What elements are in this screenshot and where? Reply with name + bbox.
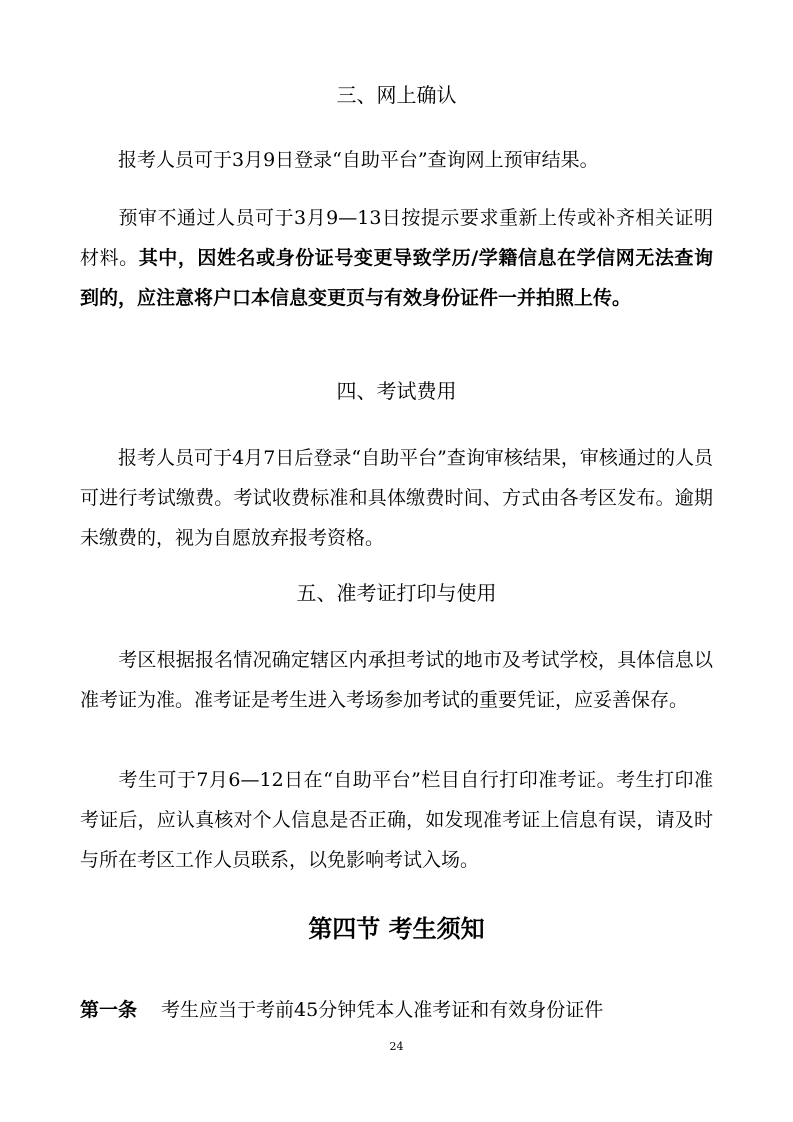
article-one [80,990,713,1030]
chapter-heading-candidate-notice: 第四节 考生须知 [308,915,485,943]
article-label: 第一条 [80,999,138,1021]
paragraph-resubmit-materials [80,198,713,318]
paragraph-text: 报考人员可于4月7日后登录“自助平台”查询审核结果，审核通过的人员可进行考试缴费。考试收费标准和具体缴费时间、方式由各考区发布。逾期未缴费的，视为自愿放弃报考资格。 [80,447,713,549]
paragraph-exam-location-info [80,640,713,720]
section-heading-admission-ticket: 五、准考证打印与使用 [296,581,497,605]
paragraph-text: 预审不通过人员可于3月9—13日按提示要求重新上传或补齐相关证明材料。 [80,207,713,269]
paragraph-exam-fee-payment [80,438,713,558]
section-heading-exam-fees: 四、考试费用 [336,379,457,403]
paragraph-bold-note: 其中，因姓名或身份证号变更导致学历/学籍信息在学信网无法查询到的，应注意将户口本信息变更页与有效身份证件一并拍照上传。 [80,247,713,309]
paragraph-text: 考区根据报名情况确定辖区内承担考试的地市及考试学校，具体信息以准考证为准。准考证是考生进入考场参加考试的重要凭证，应妥善保存。 [80,649,713,711]
paragraph-text: 考生可于7月6—12日在“自助平台”栏目自行打印准考证。考生打印准考证后，应认真核对个人信息是否正确，如发现准考证上信息有误，请及时与所在考区工作人员联系，以免影响考试入场。 [80,769,713,871]
section-heading-online-confirmation: 三、网上确认 [336,83,457,107]
paragraph-text: 报考人员可于3月9日登录“自助平台”查询网上预审结果。 [118,149,599,171]
article-text: 考生应当于考前45分钟凭本人准考证和有效身份证件 [161,999,604,1021]
page-number: 24 [389,1040,404,1053]
paragraph-pre-review-result [80,140,713,180]
paragraph-print-ticket [80,760,713,880]
